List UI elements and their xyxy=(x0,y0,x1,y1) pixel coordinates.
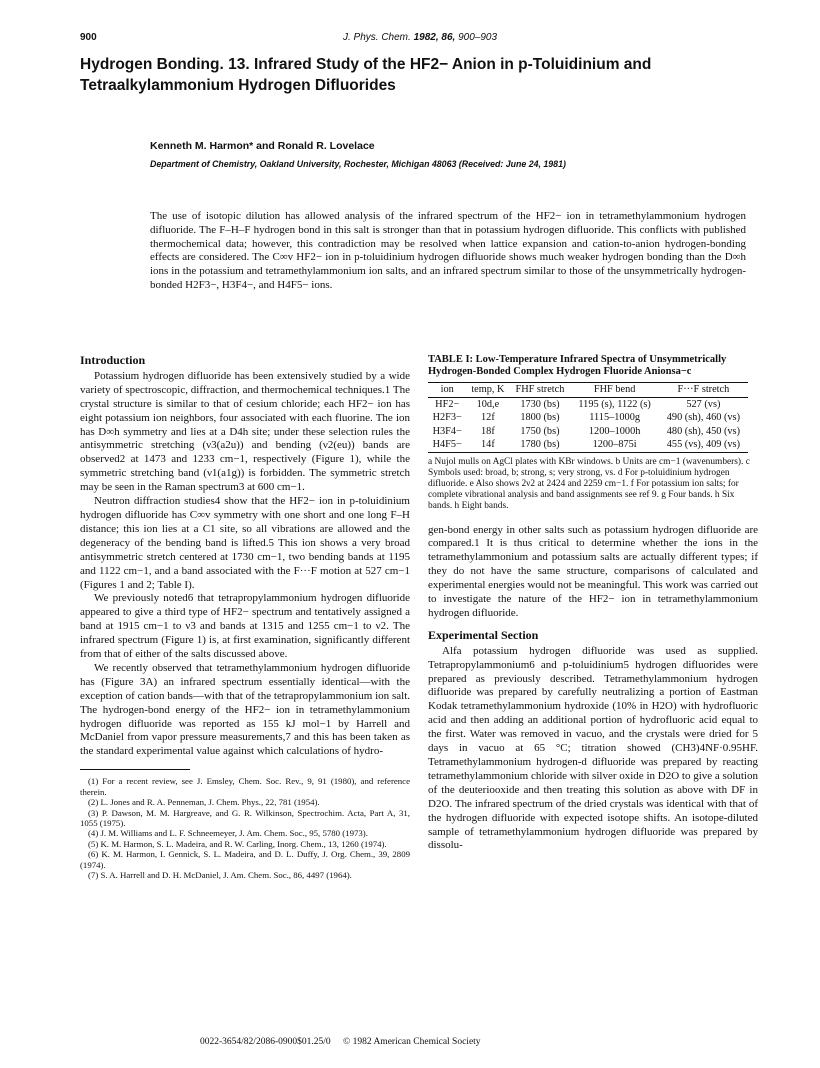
reference-item: (2) L. Jones and R. A. Penneman, J. Chem. Phys., 22, 781 (1954). xyxy=(88,797,320,808)
table-row xyxy=(428,425,748,439)
references-divider xyxy=(80,769,190,770)
table-header-cell: ion xyxy=(440,384,454,395)
table-row xyxy=(428,397,748,411)
experimental-paragraph-1: Alfa potassium hydrogen difluoride was used as supplied. Tetrapropylammonium6 and p-toluidinium5 hydrogen difluorides were prepared as previously described. Tetramethylammonium hydrogen difluoride was prepared by carefully neutralizing a portion of Eastman Kodak tetramethylammonium hydroxide (10% in H2O) with hydrofluoric acid and then adding an additional portion of hydrofluoric acid equal to the first. Water was removed in vacuo, and the crystals were dried for 5 days in vacuo at 65 °C; titration showed (CH3)4NF·0.95HF. Tetramethylammonium hydrogen-d difluoride was prepared by reacting tetramethylammonium chloride with silver oxide in D2O to give a solution of the deuteriooxide and then treating this solution as above with DF in D2O. The infrared spectrum of the dried crystals was identical with that of the hydrogen difluoride with expected isotope shifts. An isotope-diluted sample of tetramethylammonium hydrogen difluoride was prepared by dissolu- xyxy=(428,644,758,852)
footer-code: 0022-3654/82/2086-0900$01.25/0 xyxy=(200,1037,331,1047)
table-cell: H2F3− xyxy=(432,412,462,423)
footer xyxy=(200,1037,491,1047)
right-column xyxy=(428,354,758,853)
table-cell: 1195 (s), 1122 (s) xyxy=(578,398,651,410)
table-header-cell: FHF stretch xyxy=(515,384,565,395)
references xyxy=(80,776,410,880)
table-cell: 455 (vs), 409 (vs) xyxy=(666,439,740,450)
page-number: 900 xyxy=(80,32,97,43)
reference-item: (3) P. Dawson, M. M. Hargreave, and G. R. Wilkinson, Spectrochim. Acta, Part A, 31, 1055 (1975). xyxy=(80,807,410,828)
journal-volume: 86, xyxy=(441,32,456,43)
table-cell: 1115–1000g xyxy=(589,412,640,423)
table-header-cell: FHF bend xyxy=(593,384,636,395)
table-cell: HF2− xyxy=(435,398,460,410)
introduction-heading: Introduction xyxy=(80,353,146,367)
table-cell: 1800 (bs) xyxy=(520,412,560,423)
right-paragraph-1: gen-bond energy in other salts such as potassium hydrogen difluoride are compared.1 It is thus critical to determine whether the ions in the tetramethylammonium and potassium salts are actually different types; if they do not have the same structure, comparisons of calculated and experimental energies would not be meaningful. This work was carried out to investigate the nature of the HF2− ion in tetramethylammonium hydrogen difluoride. xyxy=(428,523,758,619)
table-cell: 490 (sh), 460 (vs) xyxy=(666,412,740,423)
table-cell: 14f xyxy=(481,439,495,450)
table-cell: 1200–1000h xyxy=(588,425,641,437)
table-cell: 1750 (bs) xyxy=(520,425,560,437)
table-cell: 1200–875i xyxy=(592,439,637,450)
table-header-cell: temp, K xyxy=(471,384,505,395)
table-row xyxy=(428,438,748,452)
experimental-heading: Experimental Section xyxy=(428,627,539,642)
table-cell: H3F4− xyxy=(432,425,462,437)
table-cell: 10d,e xyxy=(476,398,500,410)
reference-item: (6) K. M. Harmon, I. Gennick, S. L. Madeira, and D. L. Duffy, J. Org. Chem., 39, 2809 (1974). xyxy=(80,849,410,870)
affiliation: Department of Chemistry, Oakland University, Rochester, Michigan 48063 (Received: June 24, 1981) xyxy=(150,159,566,169)
journal-header xyxy=(300,32,540,43)
intro-paragraph-2: Neutron diffraction studies4 show that the HF2− ion in p-toluidinium hydrogen difluoride has C∞v symmetry with one short and one long F–H distance; this ion lies at a C1 site, so all vibrations are allowed and the degeneracy of the bending band is lifted.5 This ion shows a very broad antisymmetric stretch centered at 1730 cm−1, two bending bands at 1195 and 1122 cm−1, and a band associated with the F···F motion at 527 cm−1 (Figures 1 and 2; Table I). xyxy=(80,495,410,591)
table-cell: 480 (sh), 450 (vs) xyxy=(666,425,740,437)
left-column xyxy=(80,354,410,880)
table-cell: 527 (vs) xyxy=(686,398,721,410)
table-cell: 18f xyxy=(481,425,495,437)
reference-item: (1) For a recent review, see J. Emsley, Chem. Soc. Rev., 9, 91 (1980), and reference therein. xyxy=(80,776,410,797)
table-cell: 12f xyxy=(481,412,495,423)
reference-item: (5) K. M. Harmon, S. L. Madeira, and R. W. Carling, Inorg. Chem., 13, 1260 (1974). xyxy=(88,838,387,849)
table-footnotes: a Nujol mulls on AgCl plates with KBr windows. b Units are cm−1 (wavenumbers). c Symbols used: broad, b; strong, s; very strong, vs. d For p-toluidinium hydrogen difluoride. e Also shows 2ν2 at 2424 and 2259 cm−1. f For potassium ion salts; for complete vibrational analysis and band assignments see ref 9. g Four bands. h Six bands. h Eight bands. xyxy=(428,456,750,511)
reference-item: (4) J. M. Williams and L. F. Schneemeyer, J. Am. Chem. Soc., 95, 5780 (1973). xyxy=(88,828,368,839)
spectra-table xyxy=(428,382,748,453)
footer-copyright: © 1982 American Chemical Society xyxy=(343,1037,481,1047)
table-cell: 1730 (bs) xyxy=(520,398,560,410)
table-caption: TABLE I: Low-Temperature Infrared Spectra of Unsymmetrically Hydrogen-Bonded Complex Hydrogen Fluoride Anionsa−c xyxy=(428,354,727,377)
intro-paragraph-4: We recently observed that tetramethylammonium hydrogen difluoride has (Figure 3A) an infrared spectrum essentially identical—with the exception of cation bands—with that of the tetrapropylammonium ion salt. The hydrogen-bond energy of the HF2− ion in tetramethylammonium hydrogen difluoride was reported as 155 kJ mol−1 by Harrell and McDaniel from vapor pressure measurements,7 and this has been taken as the standard experimental value against which calculations of hydro- xyxy=(80,661,410,758)
table-header-cell: F···F stretch xyxy=(677,384,730,395)
reference-item: (7) S. A. Harrell and D. H. McDaniel, J. Am. Chem. Soc., 86, 4497 (1964). xyxy=(88,869,352,880)
journal-pages: 900–903 xyxy=(458,32,498,43)
table-header-row xyxy=(428,383,748,398)
table-row xyxy=(428,411,748,425)
authors: Kenneth M. Harmon* and Ronald R. Lovelace xyxy=(150,140,375,152)
intro-paragraph-3: We previously noted6 that tetrapropylammonium hydrogen difluoride appeared to give a third type of HF2− spectrum and tentatively assigned a band at 1915 cm−1 to ν3 and bands at 1315 and 1255 cm−1 to ν2. The infrared spectrum (Figure 1) is, at first examination, significantly different from that of either of the salts discussed above. xyxy=(80,592,410,661)
abstract: The use of isotopic dilution has allowed analysis of the infrared spectrum of the HF2− ion in tetramethylammonium hydrogen difluoride. The F–H–F hydrogen bond in this salt is stronger than that in potassium hydrogen difluoride. This conflicts with published thermochemical data; however, this contradiction may be resolved when lattice expansion and cation-to-anion hydrogen-bonding effects are considered. The C∞v HF2− ion in p-toluidinium hydrogen difluoride shows much weaker hydrogen bonding than the D∞h ions in the potassium and tetramethylammonium ion salts, and an infrared spectrum similar to those of the unsymmetrically hydrogen-bonded H2F3−, H3F4−, and H4F5− ions. xyxy=(150,210,746,291)
paper-title: Hydrogen Bonding. 13. Infrared Study of the HF2− Anion in p-Toluidinium and Tetraalkylammonium Hydrogen Difluorides xyxy=(80,56,652,94)
table-cell: 1780 (bs) xyxy=(520,439,560,450)
table-cell: H4F5− xyxy=(432,439,462,450)
journal-prefix: J. Phys. Chem. xyxy=(342,32,411,43)
intro-paragraph-1: Potassium hydrogen difluoride has been extensively studied by a wide variety of spectroscopic, diffraction, and thermochemical techniques.1 The crystal structure is similar to that of cesium chloride; each HF2− ion has eight potassium ion neighbors, four associated with each fluorine. The ion has D∞h symmetry and lies at a D4h site; under these selection rules the antisymmetric stretching (ν3(a2u)) and bending (ν2(eu)) bands are observed2 at 1473 and 1233 cm−1, respectively (Figure 1), while the symmetric stretching band (ν1(a1g)) is forbidden. The symmetric stretch may be seen in the Raman spectrum3 at 600 cm−1. xyxy=(80,369,410,494)
journal-year: 1982, xyxy=(413,32,439,43)
